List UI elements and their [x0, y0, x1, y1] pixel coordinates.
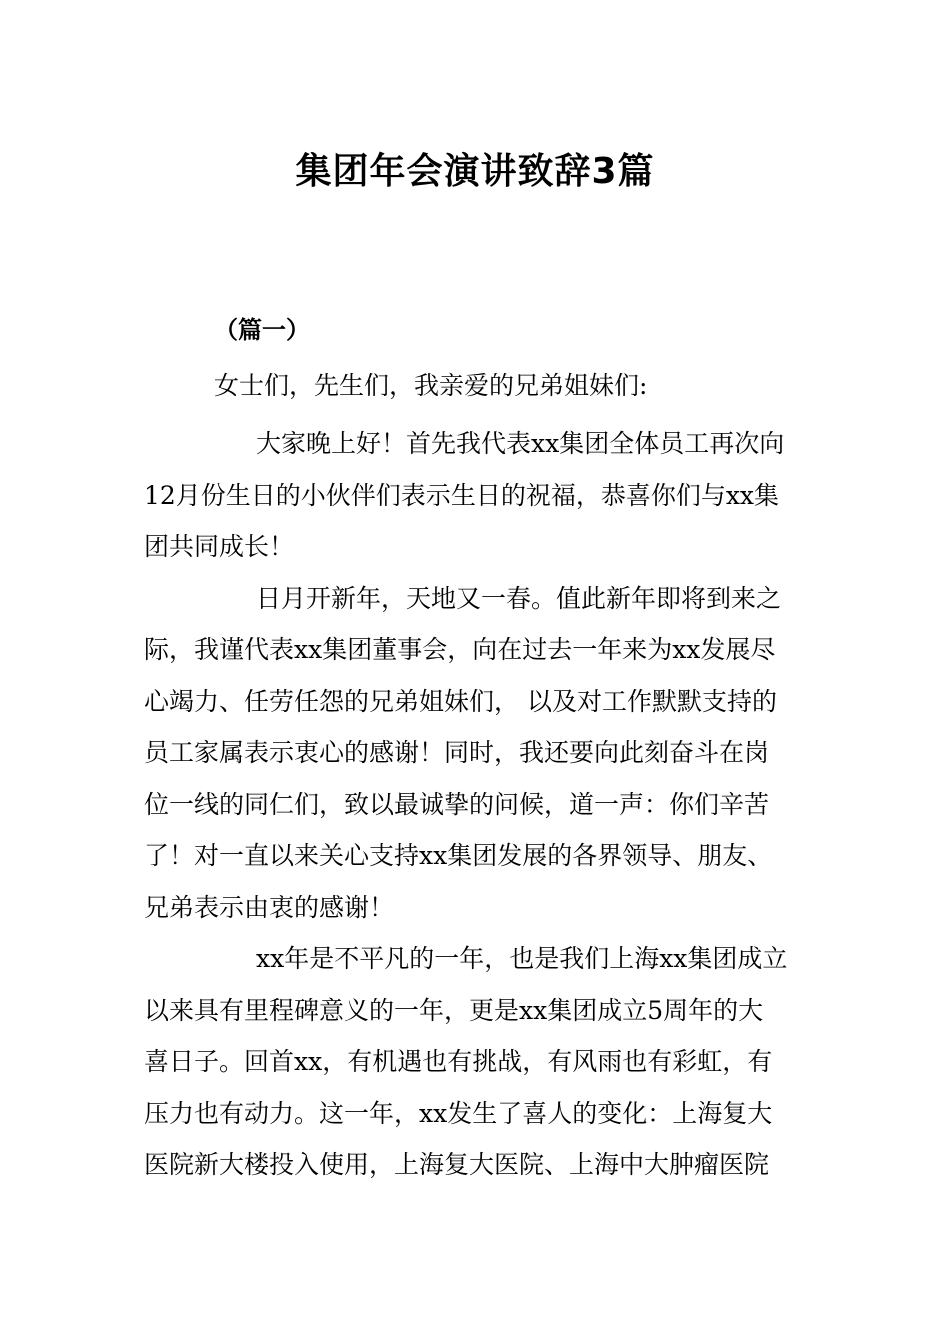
- paragraph-line: 喜日子。回首xx，有机遇也有挑战，有风雨也有彩虹，有: [144, 1047, 773, 1076]
- section-heading: （篇一）: [214, 316, 310, 344]
- paragraph-line: 心竭力、任劳任怨的兄弟姐妹们， 以及对工作默默支持的: [144, 686, 777, 716]
- paragraph-line: 团共同成长！: [144, 532, 295, 561]
- paragraph-line: 日月开新年，天地又一春。值此新年即将到来之: [256, 583, 782, 613]
- paragraph-line: 际，我谨代表xx集团董事会，向在过去一年来为xx发展尽: [144, 635, 776, 664]
- paragraph-line: 医院新大楼投入使用，上海复大医院、上海中大肿瘤医院: [144, 1150, 770, 1179]
- paragraph-2: [144, 573, 804, 934]
- paragraph-3: [144, 933, 804, 1191]
- paragraph-line: 12月份生日的小伙伴们表示生日的祝福，恭喜你们与xx集: [144, 480, 780, 510]
- paragraph-line: 压力也有动力。这一年，xx发生了喜人的变化：上海复大: [144, 1098, 773, 1128]
- paragraph-line: 了！对一直以来关心支持xx集团发展的各界领导、朋友、: [144, 841, 773, 870]
- paragraph-line: 位一线的同仁们，致以最诚挚的问候，道一声：你们辛苦: [144, 789, 770, 819]
- salutation: 女士们，先生们，我亲爱的兄弟姐妹们:: [214, 371, 648, 400]
- paragraph-line: xx年是不平凡的一年，也是我们上海xx集团成立: [256, 944, 788, 973]
- paragraph-line: 以来具有里程碑意义的一年，更是xx集团成立5周年的大: [144, 995, 764, 1025]
- paragraph-1: [144, 418, 804, 573]
- document-title: 集团年会演讲致辞3篇: [295, 151, 655, 192]
- paragraph-line: 员工家属表示衷心的感谢！同时，我还要向此刻奋斗在岗: [144, 738, 770, 767]
- paragraph-line: 大家晚上好！首先我代表xx集团全体员工再次向: [256, 429, 785, 458]
- paragraph-line: 兄弟表示由衷的感谢！: [144, 892, 395, 922]
- document-body: [144, 418, 804, 1191]
